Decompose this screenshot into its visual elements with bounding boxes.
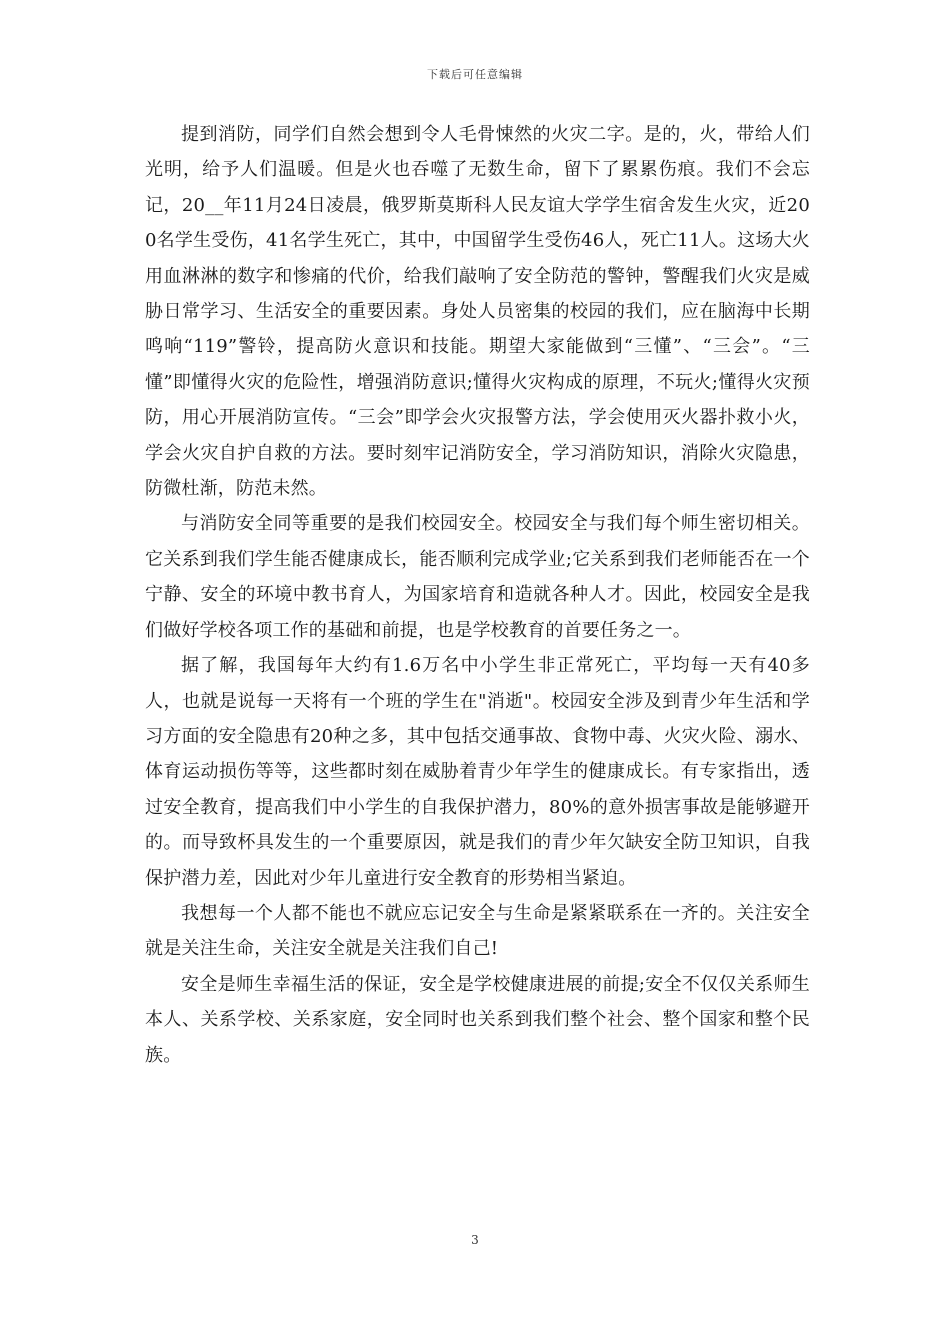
paragraph-campus-safety: 与消防安全同等重要的是我们校园安全。校园安全与我们每个师生密切相关。它关系到我们学生能否健康成长，能否顺利完成学业;它关系到我们老师能否在一个宁静、安全的环境中教书育人，为国家培育和造就各种人才。因此，校园安全是我们做好学校各项工作的基础和前提，也是学校教育的首要任务之一。 [145, 513, 810, 641]
paragraph-statistics: 据了解，我国每年大约有1.6万名中小学生非正常死亡，平均每一天有40多人，也就是说每一天将有一个班的学生在"消逝"。校园安全涉及到青少年生活和学习方面的安全隐患有20种之多，其中包括交通事故、食物中毒、火灾火险、溺水、体育运动损伤等等，这些都时刻在威胁着青少年学生的健康成长。有专家指出，透过安全教育，提高我们中小学生的自我保护潜力，80%的意外损害事故是能够避开的。而导致杯具发生的一个重要原因，就是我们的青少年欠缺安全防卫知识，自我保护潜力差，因此对少年儿童进行安全教育的形势相当紧迫。 [145, 655, 810, 889]
paragraph-safety-and-life: 我想每一个人都不能也不就应忘记安全与生命是紧紧联系在一齐的。关注安全就是关注生命，关注安全就是关注我们自己! [145, 902, 810, 960]
page-number: 3 [471, 1233, 479, 1247]
paragraph-safety-importance: 安全是师生幸福生活的保证，安全是学校健康进展的前提;安全不仅仅关系师生本人、关系学校、关系家庭，安全同时也关系到我们整个社会、整个国家和整个民族。 [145, 973, 810, 1066]
document-body [145, 117, 810, 1073]
paragraph-fire-safety: 提到消防，同学们自然会想到令人毛骨悚然的火灾二字。是的，火，带给人们光明，给予人们温暖。但是火也吞噬了无数生命，留下了累累伤痕。我们不会忘记，20__年11月24日凌晨，俄罗斯莫斯科人民友谊大学学生宿舍发生火灾，近200名学生受伤，41名学生死亡，其中，中国留学生受伤46人，死亡11人。这场大火用血淋淋的数字和惨痛的代价，给我们敲响了安全防范的警钟，警醒我们火灾是威胁日常学习、生活安全的重要因素。身处人员密集的校园的我们，应在脑海中长期鸣响“119”警铃，提高防火意识和技能。期望大家能做到“三懂”、“三会”。“三懂”即懂得火灾的危险性，增强消防意识;懂得火灾构成的原理，不玩火;懂得火灾预防，用心开展消防宣传。“三会”即学会火灾报警方法，学会使用灭火器扑救小火，学会火灾自护自救的方法。要时刻牢记消防安全，学习消防知识，消除火灾隐患，防微杜渐，防范未然。 [145, 124, 810, 500]
page-header: 下载后可任意编辑 [427, 68, 523, 81]
